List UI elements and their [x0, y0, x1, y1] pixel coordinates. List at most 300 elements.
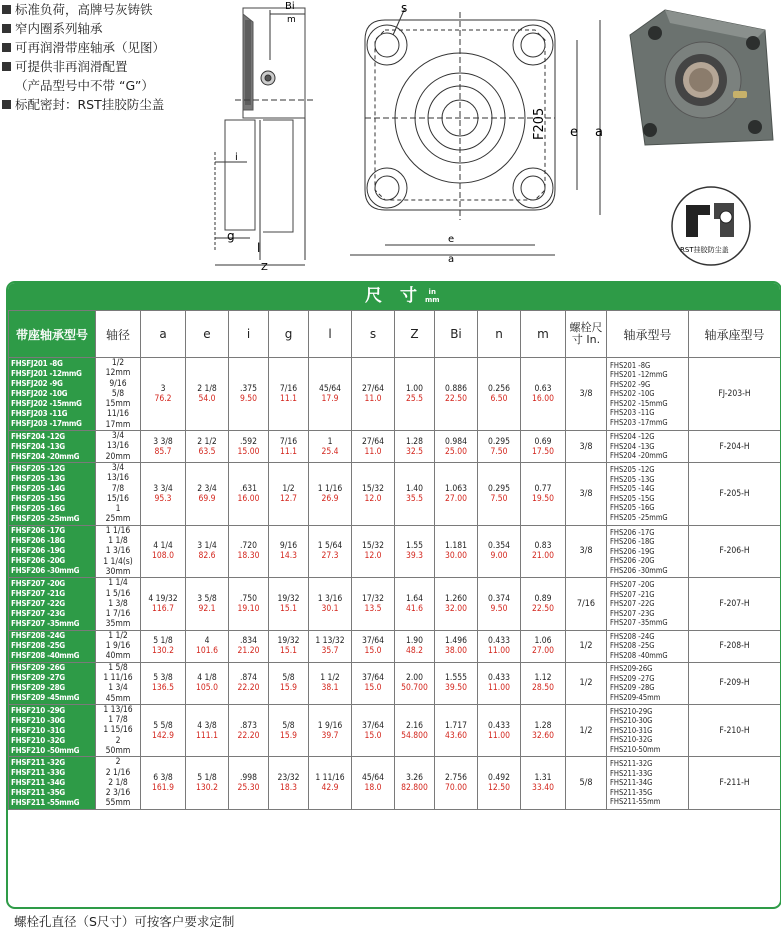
cell-bearing	[607, 757, 689, 809]
cell-l	[309, 462, 352, 525]
cell-l-mm: 42.9	[321, 783, 339, 794]
cell-g	[269, 630, 309, 662]
cell-e-inch: 5 1/8	[197, 773, 217, 784]
header-cell: i	[229, 311, 269, 358]
cell-z-mm: 39.3	[405, 551, 424, 562]
cell-bi-inch: 1.717	[445, 720, 467, 731]
cell-bore-line: 2	[115, 757, 121, 768]
cell-bearing-line: FHS209 -28G	[610, 683, 655, 693]
cell-i	[229, 462, 269, 525]
cell-bi-mm: 30.00	[445, 551, 467, 562]
cell-e-mm: 69.9	[198, 493, 216, 504]
cell-a-mm: 116.7	[152, 603, 174, 614]
cell-s-mm: 11.0	[364, 394, 382, 405]
cell-n-mm: 11.00	[488, 683, 510, 694]
cell-model	[9, 462, 96, 525]
cell-m	[521, 704, 566, 756]
cell-bearing-line: FHS210-50mm	[610, 744, 661, 754]
cell-bearing-line: FHS205 -16G	[610, 503, 655, 513]
cell-model-line: FHSF207 -20G	[11, 578, 65, 588]
cell-g-mm: 14.3	[279, 551, 298, 562]
cell-i-inch: .720	[239, 541, 258, 552]
cell-s-inch: 37/64	[361, 720, 385, 731]
table-title-bar	[8, 283, 780, 310]
cell-e-mm: 82.6	[198, 551, 216, 562]
cell-bearing-line: FHS207 -22G	[610, 599, 655, 609]
table-row	[9, 578, 781, 630]
cell-n-inch: 0.433	[488, 636, 510, 647]
cell-bearing-line: FHS206 -18G	[610, 537, 655, 547]
cell-bi-mm: 38.00	[445, 646, 467, 657]
cell-m-mm: 32.60	[532, 730, 554, 741]
cell-model	[9, 358, 96, 431]
cell-z	[395, 578, 435, 630]
cell-e	[186, 630, 229, 662]
cell-e	[186, 704, 229, 756]
header-cell: 带座轴承型号	[9, 311, 96, 358]
header-cell: 轴承型号	[607, 311, 689, 358]
cell-s-inch: 27/64	[361, 436, 385, 447]
cell-z-mm: 50.700	[401, 683, 428, 694]
cell-bi-inch: 2.756	[445, 773, 467, 784]
label-l: l	[257, 241, 261, 255]
cell-bearing-line: FHS210-32G	[610, 735, 653, 745]
cell-bore-line: 3/4	[111, 431, 125, 442]
header-cell: e	[186, 311, 229, 358]
cell-bore-line: 1 13/16	[103, 704, 133, 715]
cell-a-mm: 85.7	[154, 446, 172, 457]
cell-bore-line: 1 1/8	[108, 536, 128, 547]
cell-bolt: 3/8	[566, 525, 607, 577]
cell-n-inch: 0.256	[488, 384, 510, 395]
cell-m	[521, 630, 566, 662]
cell-bi	[435, 757, 478, 809]
cell-bore	[96, 662, 141, 704]
cell-bi-mm: 70.00	[445, 783, 467, 794]
cell-i-mm: 9.50	[239, 394, 258, 405]
label-s: s	[401, 1, 408, 15]
cell-bore-line: 1 9/16	[105, 641, 131, 652]
cell-housing: F-205-H	[689, 462, 781, 525]
cell-bearing-line: FHS204 -13G	[610, 441, 655, 451]
cell-z-inch: 2.00	[405, 673, 424, 684]
cell-bearing-line: FHS206 -20G	[610, 556, 655, 566]
cell-bearing-line: FHS207 -21G	[610, 589, 655, 599]
cell-g-inch: 5/8	[282, 720, 295, 731]
cell-g-inch: 23/32	[277, 773, 300, 784]
cell-bi	[435, 525, 478, 577]
label-bi: Bi	[285, 1, 295, 12]
cell-s-inch: 45/64	[361, 773, 385, 784]
label-e-right: e	[570, 125, 578, 140]
cell-z	[395, 525, 435, 577]
cell-m-mm: 19.50	[532, 493, 554, 504]
cell-bi	[435, 431, 478, 463]
cell-a-inch: 5 5/8	[153, 720, 173, 731]
cell-m-inch: 1.31	[534, 773, 552, 784]
cell-i-mm: 16.00	[237, 493, 260, 504]
cell-i	[229, 662, 269, 704]
cell-l-mm: 27.3	[321, 551, 339, 562]
cell-bearing-line: FHS206 -30mmG	[610, 565, 668, 575]
cell-e-inch: 3 5/8	[197, 593, 217, 604]
cell-n-mm: 9.50	[490, 603, 508, 614]
cell-l	[309, 525, 352, 577]
cell-g	[269, 525, 309, 577]
cell-a-inch: 4 1/4	[153, 541, 173, 552]
cell-e	[186, 662, 229, 704]
cell-s-mm: 12.0	[364, 551, 382, 562]
cell-bearing-line: FHS205 -13G	[610, 474, 655, 484]
table-header-row	[9, 311, 781, 358]
cell-n-inch: 0.295	[488, 483, 510, 494]
cell-i	[229, 704, 269, 756]
cell-l	[309, 704, 352, 756]
cell-i-inch: .834	[239, 636, 258, 647]
cell-model-line: FHSF206 -30mmG	[11, 566, 80, 576]
cell-i-mm: 21.20	[237, 646, 260, 657]
cell-model-line: FHSFJ203 -17mmG	[11, 419, 82, 429]
cell-model-line: FHSF209 -27G	[11, 673, 65, 683]
cell-a	[141, 704, 186, 756]
cell-s-inch: 17/32	[361, 593, 385, 604]
cell-model	[9, 578, 96, 630]
cell-bearing-line: FHS209 -27G	[610, 673, 655, 683]
cell-n	[478, 462, 521, 525]
cell-bearing-line: FHS206 -19G	[610, 546, 655, 556]
cell-n	[478, 757, 521, 809]
cell-n-mm: 7.50	[490, 493, 508, 504]
cell-bearing-line: FHS208 -25G	[610, 641, 655, 651]
cell-s-inch: 15/32	[361, 483, 385, 494]
cell-bi	[435, 630, 478, 662]
cell-bore-line: 30mm	[105, 566, 131, 577]
cell-bearing-line: FHS208 -24G	[610, 631, 655, 641]
cell-z	[395, 662, 435, 704]
cell-e	[186, 358, 229, 431]
cell-bearing-line: FHS211-35G	[610, 787, 653, 797]
cell-bearing	[607, 525, 689, 577]
cell-z-mm: 48.2	[405, 646, 424, 657]
cell-bore-line: 35mm	[105, 619, 131, 630]
cell-bore-line: 1 1/4(s)	[103, 556, 133, 567]
cell-n-inch: 0.295	[488, 436, 510, 447]
cell-model-line: FHSFJ201 -8G	[11, 359, 63, 369]
cell-bi-mm: 22.50	[445, 394, 467, 405]
cell-model-line: FHSF205 -15G	[11, 493, 65, 503]
cell-a-inch: 3 3/4	[153, 483, 173, 494]
cell-n	[478, 578, 521, 630]
cell-bi-inch: 0.886	[445, 384, 467, 395]
bullet-square-icon	[2, 5, 11, 14]
cell-i-inch: .750	[239, 593, 258, 604]
cell-l-mm: 25.4	[321, 446, 339, 457]
cell-model	[9, 431, 96, 463]
cell-l-mm: 17.9	[321, 394, 339, 405]
cell-i-mm: 25.30	[237, 783, 260, 794]
cell-s	[352, 578, 395, 630]
cell-bolt: 1/2	[566, 662, 607, 704]
cell-m-mm: 28.50	[532, 683, 554, 694]
cell-model-line: FHSF210 -31G	[11, 725, 65, 735]
cell-e-mm: 105.0	[196, 683, 218, 694]
side-section-drawing	[205, 0, 330, 275]
cell-a-inch: 4 19/32	[148, 593, 178, 604]
cell-model	[9, 704, 96, 756]
cell-z	[395, 358, 435, 431]
cell-e-inch: 4	[204, 636, 210, 647]
cell-e-mm: 111.1	[196, 730, 218, 741]
cell-bore-line: 9/16	[109, 378, 127, 389]
table-row	[9, 630, 781, 662]
cell-m-inch: 0.69	[534, 436, 552, 447]
front-view-drawing	[345, 0, 615, 270]
cell-bore-line: 1 3/8	[108, 598, 128, 609]
cell-n-mm: 11.00	[488, 730, 510, 741]
header-cell: Bi	[435, 311, 478, 358]
cell-bearing	[607, 358, 689, 431]
cell-a-inch: 6 3/8	[153, 773, 173, 784]
cell-bore-line: 1 1/16	[105, 525, 131, 536]
cell-n-mm: 12.50	[488, 783, 510, 794]
cell-bolt: 1/2	[566, 630, 607, 662]
cell-model-line: FHSF210 -32G	[11, 735, 65, 745]
cell-e	[186, 462, 229, 525]
cell-n	[478, 358, 521, 431]
cell-bi	[435, 578, 478, 630]
cell-m	[521, 662, 566, 704]
cell-g-mm: 15.9	[279, 683, 298, 694]
cell-n-inch: 0.433	[488, 673, 510, 684]
cell-l	[309, 431, 352, 463]
cell-g	[269, 578, 309, 630]
cell-bi	[435, 704, 478, 756]
cell-bearing-line: FHS205 -25mmG	[610, 512, 668, 522]
cell-housing: F-206-H	[689, 525, 781, 577]
cell-l-inch: 1	[327, 436, 333, 447]
cell-s	[352, 431, 395, 463]
cell-l-mm: 39.7	[321, 730, 339, 741]
cell-s	[352, 757, 395, 809]
cell-bore-line: 1/2	[111, 358, 125, 368]
cell-bore-line: 1 11/16	[103, 672, 133, 683]
cell-model-line: FHSF209 -45mmG	[11, 693, 80, 703]
cell-bearing-line: FHS204 -20mmG	[610, 451, 668, 461]
cell-i-inch: .998	[239, 773, 258, 784]
cell-l-inch: 1 9/16	[317, 720, 343, 731]
cell-bore-line: 20mm	[105, 451, 131, 462]
cell-bi-inch: 1.555	[445, 673, 467, 684]
cell-bi-mm: 27.00	[445, 493, 467, 504]
cell-bearing-line: FHS202 -15mmG	[610, 398, 668, 408]
cell-l	[309, 662, 352, 704]
cell-model-line: FHSF204 -13G	[11, 441, 65, 451]
cell-g-mm: 15.1	[279, 646, 298, 657]
cell-model-line: FHSF206 -17G	[11, 526, 65, 536]
cell-model-line: FHSF204 -12G	[11, 431, 65, 441]
cell-bi-inch: 1.496	[445, 636, 467, 647]
cell-bearing-line: FHS202 -9G	[610, 379, 651, 389]
dimensions-table-panel	[6, 281, 781, 909]
cell-bolt: 3/8	[566, 358, 607, 431]
cell-a	[141, 462, 186, 525]
cell-e	[186, 525, 229, 577]
cell-model-line: FHSF207 -23G	[11, 608, 65, 618]
cell-bore-line: 15mm	[105, 399, 131, 410]
cell-g-inch: 9/16	[279, 541, 298, 552]
cell-g-inch: 5/8	[282, 673, 295, 684]
cell-a-mm: 95.3	[154, 493, 172, 504]
cell-n-inch: 0.354	[488, 541, 510, 552]
cell-model-line: FHSF207 -22G	[11, 598, 65, 608]
cell-g-inch: 7/16	[279, 384, 298, 395]
cell-a	[141, 525, 186, 577]
cell-bore-line: 5/8	[111, 388, 125, 399]
cell-m	[521, 462, 566, 525]
cell-a-mm: 108.0	[152, 551, 174, 562]
cell-bore	[96, 757, 141, 809]
cell-m	[521, 757, 566, 809]
table-row	[9, 462, 781, 525]
cell-n-inch: 0.374	[488, 593, 510, 604]
cell-g-mm: 18.3	[279, 783, 298, 794]
cell-model-line: FHSF206 -18G	[11, 536, 65, 546]
cell-i-inch: .874	[239, 673, 258, 684]
table-row	[9, 704, 781, 756]
label-z: Z	[261, 262, 268, 273]
cell-s-mm: 13.5	[364, 603, 382, 614]
cell-s	[352, 462, 395, 525]
cell-i-mm: 22.20	[237, 683, 260, 694]
cell-bore-line: 1 7/8	[108, 715, 128, 726]
cell-m-mm: 27.00	[532, 646, 554, 657]
header-cell: g	[269, 311, 309, 358]
cell-bore-line: 55mm	[105, 798, 131, 809]
cell-m-inch: 0.89	[534, 593, 552, 604]
cell-bearing-line: FHS204 -12G	[610, 432, 655, 442]
cell-a-mm: 130.2	[152, 646, 174, 657]
product-photo	[625, 5, 775, 155]
label-i: i	[235, 152, 238, 163]
cell-bore	[96, 462, 141, 525]
cell-g	[269, 431, 309, 463]
cell-a-mm: 161.9	[152, 783, 174, 794]
cell-e-mm: 63.5	[198, 446, 216, 457]
cell-bi	[435, 358, 478, 431]
cell-model-line: FHSF205 -13G	[11, 473, 65, 483]
cell-s-mm: 15.0	[364, 646, 382, 657]
feature-item: 标准负荷，高牌号灰铸铁	[2, 0, 217, 19]
table-row	[9, 525, 781, 577]
cell-g-mm: 11.1	[279, 394, 298, 405]
cell-model-line: FHSF205 -12G	[11, 463, 65, 473]
cell-model-line: FHSFJ202 -15mmG	[11, 399, 82, 409]
cell-m-inch: 0.77	[534, 483, 552, 494]
cell-n	[478, 662, 521, 704]
cell-g	[269, 662, 309, 704]
feature-note: （产品型号中不带 “G”）	[15, 78, 154, 93]
cell-l-inch: 1 3/16	[317, 593, 343, 604]
cell-z-inch: 1.55	[405, 541, 424, 552]
cell-bearing	[607, 630, 689, 662]
cell-s	[352, 525, 395, 577]
cell-z-mm: 35.5	[405, 493, 424, 504]
cell-bore-line: 2	[115, 735, 121, 746]
cell-m-mm: 33.40	[532, 783, 554, 794]
cell-bore	[96, 525, 141, 577]
cell-bearing-line: FHS201 -8G	[610, 360, 651, 370]
cell-bearing-line: FHS209-45mm	[610, 692, 661, 702]
header-cell: 螺栓尺寸 In.	[566, 311, 607, 358]
cell-bore	[96, 630, 141, 662]
cell-m-inch: 0.63	[534, 384, 552, 395]
cell-bore-line: 13/16	[106, 441, 130, 452]
cell-m	[521, 525, 566, 577]
cell-e-inch: 2 1/8	[197, 384, 217, 395]
cell-model-line: FHSF211 -55mmG	[11, 798, 80, 808]
cell-bolt: 1/2	[566, 704, 607, 756]
cell-model-line: FHSFJ202 -9G	[11, 379, 63, 389]
cell-s	[352, 358, 395, 431]
label-f205: F205	[532, 107, 547, 140]
cell-e	[186, 431, 229, 463]
cell-a	[141, 662, 186, 704]
table-row	[9, 757, 781, 809]
cell-model-line: FHSF210 -29G	[11, 705, 65, 715]
cell-i	[229, 358, 269, 431]
cell-model-line: FHSF206 -19G	[11, 546, 65, 556]
cell-l-mm: 35.7	[321, 646, 339, 657]
cell-e	[186, 578, 229, 630]
cell-n-inch: 0.492	[488, 773, 510, 784]
feature-item: 标配密封：RST挂胶防尘盖	[2, 95, 217, 114]
cell-model	[9, 757, 96, 809]
cell-a	[141, 630, 186, 662]
cell-bearing-line: FHS201 -12mmG	[610, 370, 668, 380]
cell-bearing-line: FHS202 -10G	[610, 389, 655, 399]
cell-e-inch: 2 3/4	[197, 483, 217, 494]
cell-l-inch: 1 13/32	[315, 636, 345, 647]
cell-s-mm: 15.0	[364, 730, 382, 741]
cell-bore-line: 25mm	[105, 514, 131, 525]
cell-z-mm: 82.800	[401, 783, 428, 794]
cell-s-mm: 11.0	[364, 446, 382, 457]
cell-a-inch: 5 1/8	[153, 636, 173, 647]
cell-l	[309, 578, 352, 630]
cell-g-mm: 12.7	[279, 493, 298, 504]
cell-bearing-line: FHS205 -14G	[610, 484, 655, 494]
cell-bore-line: 1 1/2	[108, 630, 128, 641]
cell-n	[478, 704, 521, 756]
cell-m-mm: 17.50	[532, 446, 554, 457]
cell-l-inch: 1 5/64	[317, 541, 343, 552]
cell-g-mm: 11.1	[279, 446, 298, 457]
cell-a-inch: 5 3/8	[153, 673, 173, 684]
cell-s-inch: 27/64	[361, 384, 385, 395]
cell-a-mm: 142.9	[152, 730, 174, 741]
cell-z	[395, 630, 435, 662]
cell-bore-line: 15/16	[106, 493, 130, 504]
cell-bi-mm: 32.00	[445, 603, 467, 614]
cell-i-mm: 18.30	[237, 551, 260, 562]
cell-e	[186, 757, 229, 809]
table-row	[9, 358, 781, 431]
cell-l	[309, 630, 352, 662]
cell-l-inch: 1 11/16	[315, 773, 345, 784]
cell-m-mm: 21.00	[532, 551, 554, 562]
cell-bore-line: 1 7/16	[105, 609, 131, 620]
cell-a	[141, 757, 186, 809]
